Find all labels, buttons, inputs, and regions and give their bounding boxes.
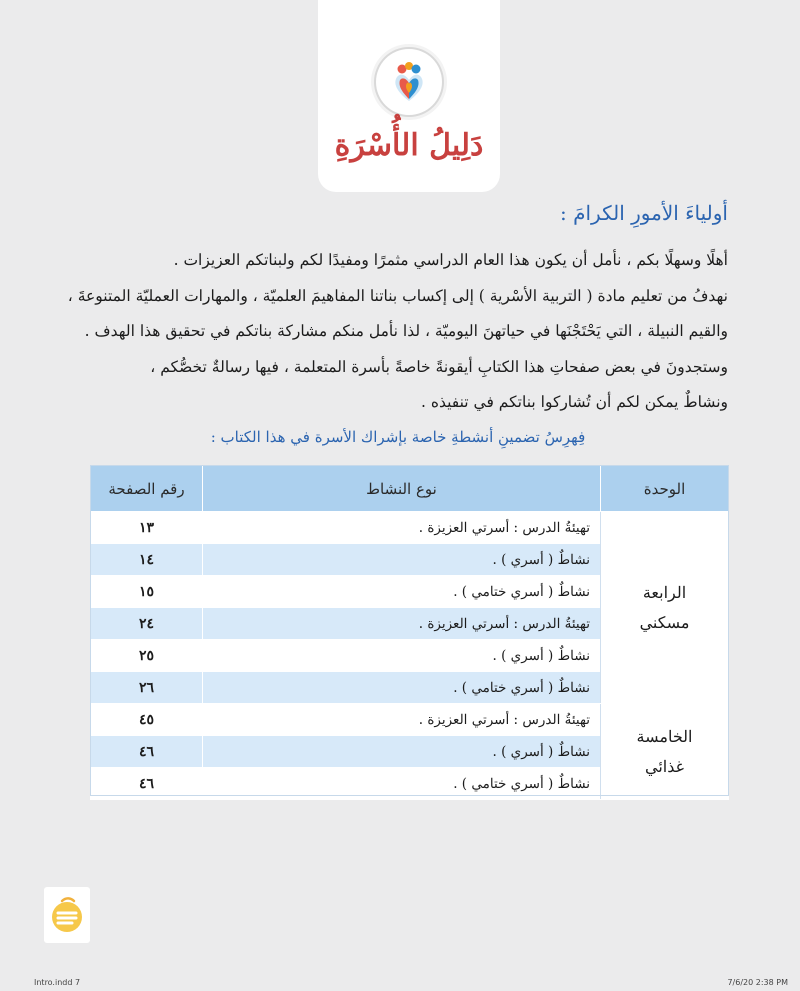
intro-line: وستجدونَ في بعض صفحاتِ هذا الكتابِ أيقونةً خاصةً بأسرة المتعلمة ، فيها رسالةٌ تخصُّكم ،	[150, 357, 728, 376]
guide-title: دَلِيلُ الأُسْرَةِ	[334, 128, 484, 163]
family-hearts-icon	[376, 49, 442, 115]
table-row	[91, 512, 729, 544]
page-cell: ٢٤	[91, 608, 203, 640]
unit-number: الرابعة	[642, 582, 687, 602]
file-label: Intro.indd 7	[34, 978, 81, 987]
activity-cell: نشاطٌ ( أسري ختامي ) .	[203, 672, 601, 704]
intro-paragraph	[68, 243, 728, 421]
activity-cell: نشاطٌ ( أسري ) .	[203, 736, 601, 768]
table-header-row	[91, 466, 729, 512]
page-cell: ١٥	[91, 576, 203, 608]
page-cell: ٤٦	[91, 736, 203, 768]
table-row	[91, 704, 729, 736]
header-tab	[318, 0, 500, 192]
publisher-logo-icon	[44, 887, 90, 943]
activity-cell: نشاطٌ ( أسري ختامي ) .	[203, 768, 601, 800]
activity-column-header: نوع النشاط	[203, 466, 601, 512]
activities-index-table	[90, 465, 729, 800]
activity-cell: نشاطٌ ( أسري ) .	[203, 544, 601, 576]
index-heading: فِهرِسُ تضمينِ أنشطةِ خاصة بإشراك الأسرة في هذا الكتاب :	[210, 428, 586, 446]
unit-name: مسكني	[639, 612, 690, 632]
page-cell: ٢٦	[91, 672, 203, 704]
activity-cell: نشاطٌ ( أسري ختامي ) .	[203, 576, 601, 608]
greeting-heading: أولياءَ الأمورِ الكرامَ :	[560, 201, 728, 225]
activity-cell: تهيئةُ الدرس : أسرتي العزيزة .	[203, 512, 601, 544]
unit-cell	[601, 512, 729, 704]
page-cell: ٢٥	[91, 640, 203, 672]
unit-cell	[601, 704, 729, 800]
page-column-header: رقم الصفحة	[91, 466, 203, 512]
page-cell: ٤٥	[91, 704, 203, 736]
page-cell: ١٣	[91, 512, 203, 544]
intro-line: نهدفُ من تعليم مادة ( التربية الأسْرية ) إلى إكساب بناتنا المفاهيمَ العلميّة ، والمهارات العمليّة المتنوعةَ ،	[67, 286, 728, 305]
activity-cell: نشاطٌ ( أسري ) .	[203, 640, 601, 672]
intro-line: ونشاطٌ يمكن لكم أن تُشاركوا بناتكم في تنفيذه .	[421, 393, 728, 411]
unit-name: غذائي	[645, 756, 684, 776]
intro-line: أهلًا وسهلًا بكم ، نأمل أن يكون هذا العام الدراسي مثمرًا ومفيدًا لكم ولبناتكم العزيزات .	[173, 251, 728, 269]
page-cell: ١٤	[91, 544, 203, 576]
intro-line: والقيم النبيلة ، التي يَحْتَجْنَها في حياتهنَ اليوميّة ، لذا نأمل منكم مشاركة بناتكم في تحقيق هذا الهدف .	[84, 322, 728, 340]
activity-cell: تهيئةُ الدرس : أسرتي العزيزة .	[203, 704, 601, 736]
unit-number: الخامسة	[636, 726, 693, 746]
unit-column-header: الوحدة	[601, 466, 729, 512]
print-timestamp: 7/6/20 2:38 PM	[727, 978, 788, 987]
page-cell: ٤٦	[91, 768, 203, 800]
activity-cell: تهيئةُ الدرس : أسرتي العزيزة .	[203, 608, 601, 640]
